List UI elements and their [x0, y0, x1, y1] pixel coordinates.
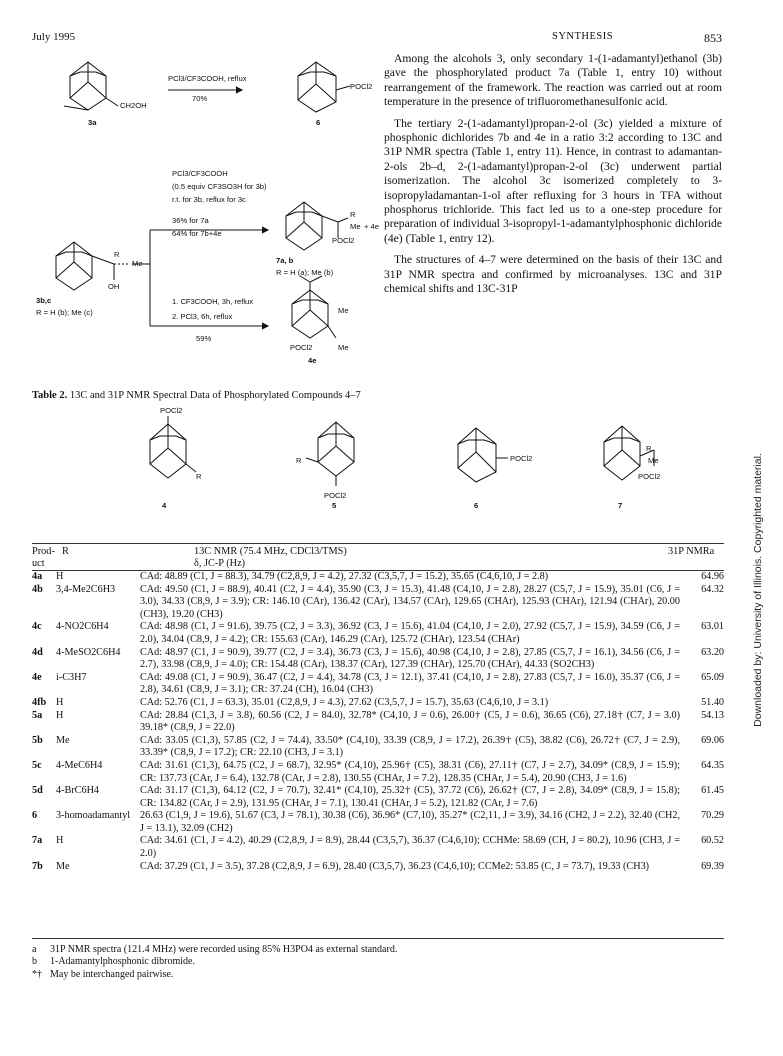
- yield-4e: 59%: [196, 334, 212, 343]
- footnote-mark: a: [32, 944, 37, 955]
- table-caption: [32, 390, 361, 401]
- table-row: [32, 810, 724, 835]
- homoadamantane-6: [298, 62, 350, 112]
- struct7-pocl2: POCl2: [638, 472, 661, 481]
- p31-shift-cell: 65.09: [701, 671, 724, 683]
- table-row: [32, 710, 724, 735]
- paragraph-1: Among the alcohols 3, only secondary 1-(1-adamantyl)ethanol (3b) gave the phosphorylated product 7a (Table 1, entry 10) without rearrangement of the framework. The reaction was carried out at room temperature in the presence of trifluoromethanesulfonic acid.: [384, 52, 722, 109]
- table-row: [32, 861, 724, 874]
- struct5-label: 5: [332, 501, 337, 510]
- label-ch2oh: CH2OH: [120, 101, 147, 110]
- struct7-r: R: [646, 444, 652, 453]
- substituent-cell: Me: [56, 734, 70, 746]
- p31-shift-cell: 51.40: [701, 696, 724, 708]
- label-6: 6: [316, 118, 321, 127]
- c13-shifts-cell: CAd: 31.17 (C1,3), 64.12 (C2, J = 70.7), 32.41* (C4,10), 25.32† (C5), 37.72 (C6), 26.62† (C7, J = 2.8), 34.09* (C8,9, J = 15.8); CR: 134.82 (CAr, J = 2.9), 131.95 (CHAr, J = 7.1), 130.41 (CHAr, J = 5.2), 121.82 (CAr, J = 7.6): [140, 785, 680, 809]
- compound-id-cell: 5b: [32, 734, 43, 746]
- label-pocl2-6: POCl2: [350, 82, 373, 91]
- substituent-cell: H: [56, 696, 64, 708]
- label-r-3: R: [114, 250, 120, 259]
- footnote-text: 31P NMR spectra (121.4 MHz) were recorded using 85% H3PO4 as external standard.: [50, 944, 398, 955]
- p31-shift-cell: 69.39: [701, 860, 724, 872]
- label-r-7: R: [350, 210, 356, 219]
- footnote-text: May be interchanged pairwise.: [50, 968, 174, 980]
- structures-drawing: [32, 404, 722, 534]
- substituent-cell: 3,4-Me2C6H3: [56, 583, 116, 595]
- header-r: R: [62, 546, 69, 557]
- compound-id-cell: 7b: [32, 860, 43, 872]
- struct7-label: 7: [618, 501, 623, 510]
- c13-shifts-cell: CAd: 28.84 (C1,3, J = 3.8), 60.56 (C2, J = 84.0), 32.78* (C4,10, J = 0.6), 26.00† (C5, J = 0.6), 36.65 (C6), 27.18† (C7, J = 3.0) 39.18* (C8,9, J = 22.0): [140, 709, 680, 734]
- r-def-3: R = H (b); Me (c): [36, 308, 93, 317]
- p31-shift-cell: 70.29: [701, 810, 724, 822]
- struct5-r: R: [296, 456, 302, 465]
- p31-shift-cell: 64.32: [701, 583, 724, 595]
- yield-top: 70%: [192, 94, 208, 103]
- table-row: [32, 571, 724, 584]
- compound-id-cell: 4b: [32, 583, 43, 595]
- compound-id-cell: 4c: [32, 621, 42, 633]
- footnote: [32, 956, 632, 968]
- compound-id-cell: 5c: [32, 759, 42, 771]
- p31-shift-cell: 54.13: [701, 709, 724, 721]
- c13-shifts-cell: CAd: 52.76 (C1, J = 63.3), 35.01 (C2,8,9, J = 4.3), 27.62 (C3,5,7, J = 15.7), 35.63 (C4,6,10, J = 3.1): [140, 696, 549, 708]
- substituent-cell: 4-BrC6H4: [56, 785, 100, 797]
- compound-id-cell: 7a: [32, 835, 43, 847]
- download-notice-text: Downloaded by: University of Illinois. Copyrighted material.: [752, 453, 764, 727]
- table-row: [32, 835, 724, 860]
- c13-shifts-cell: 26.63 (C1,9, J = 19.6), 51.67 (C3, J = 78.1), 30.38 (C6), 36.96* (C7,10), 35.27* (C2,11, J = 3.9), 34.16 (CH2, J = 2.2), 32.40 (CH2, J = 13.1), 32.09 (CH2): [140, 810, 680, 834]
- compound-id-cell: 4fb: [32, 696, 47, 708]
- paragraph-2: The tertiary 2-(1-adamantyl)propan-2-ol (3c) yielded a mixture of phosphonic dichlorides 7b and 4e in a ratio 3:2 according to 13C and 31P NMR spectra (Table 1, entry 11). Hence, in contrast to adamantan-2-ols 2b–d, 2-(1-adamantyl)propan-2-ol (3c) underwent partial isomerization. The alcohol 3c isomerized completely to 3-isopropyladamantan-1-ol after refluxing for 3 hours in TFA without phosphorus trichloride. This fact led us to a one-step procedure for preparation of individual 3-isopropyl-1-adamantylphosphonic dichloride (4e) (Table 1, entry 12).: [384, 116, 722, 245]
- adamantane-4e: [292, 276, 336, 338]
- compound-id-cell: 4e: [32, 671, 42, 683]
- label-me-4e: Me: [338, 306, 349, 315]
- c13-shifts-cell: CAd: 48.97 (C1, J = 90.9), 39.77 (C2, J = 3.4), 36.73 (C3, J = 15.6), 40.98 (C4,10, J = 2.8), 27.85 (C5,7, J = 16.1), 34.56 (C6, J = 2.7), 33.98 (C8,9, J = 4.0); CR: 154.48 (CAr), 138.37 (CAr), 127.39 (CHAr), 125.70 (CHAr), 44.33 (SO2CH3): [140, 646, 680, 671]
- struct4-r: R: [196, 472, 202, 481]
- c13-shifts-cell: CAd: 48.89 (C1, J = 88.3), 34.79 (C2,8,9, J = 4.2), 27.32 (C3,5,7, J = 15.2), 35.65 (C4,6,10, J = 2.8): [140, 571, 549, 582]
- footnote-text: 1-Adamantylphosphonic dibromide.: [50, 956, 195, 968]
- page-number: 853: [704, 31, 722, 45]
- struct7-me: Me: [648, 456, 659, 465]
- table-title: 13C and 31P NMR Spectral Data of Phosphorylated Compounds 4–7: [69, 390, 361, 401]
- footnote-mark: *†: [32, 968, 42, 980]
- table-row: [32, 584, 724, 622]
- compound-id-cell: 6: [32, 810, 38, 822]
- cond-line2: (0.5 equiv CF3SO3H for 3b): [172, 182, 267, 191]
- footnote: [32, 969, 632, 981]
- adamantane-3a: [64, 62, 118, 110]
- label-oh: OH: [108, 282, 120, 291]
- substituent-cell: Me: [56, 860, 70, 872]
- label-me-plus-4e: Me: [350, 222, 361, 231]
- header-13c: 13C NMR (75.4 MHz, CDCl3/TMS): [194, 546, 347, 557]
- label-pocl2-4e: POCl2: [290, 343, 313, 352]
- substituent-cell: 4-MeC6H4: [56, 759, 103, 771]
- structure-4: [150, 416, 196, 478]
- table-row: [32, 672, 724, 697]
- p31-shift-cell: 64.35: [701, 759, 724, 771]
- body-text: [384, 52, 722, 304]
- struct4-pocl2: POCl2: [160, 406, 183, 415]
- reaction-scheme: [32, 52, 377, 382]
- structure-5: [306, 422, 354, 486]
- footnote: [32, 944, 632, 956]
- substituent-cell: 3-homoadamantyl: [56, 810, 131, 822]
- substituent-cell: 4-MeSO2C6H4: [56, 646, 121, 658]
- label-3a: 3a: [88, 118, 97, 127]
- running-head: [32, 31, 722, 47]
- table-footnotes: [32, 944, 632, 981]
- substituent-cell: 4-NO2C6H4: [56, 621, 109, 633]
- p31-shift-cell: 64.96: [701, 571, 724, 582]
- label-4e: 4e: [308, 356, 317, 365]
- p31-shift-cell: 63.20: [701, 646, 724, 658]
- structure-row: [32, 404, 722, 534]
- footnote-mark: b: [32, 956, 37, 968]
- label-pocl2-7: POCl2: [332, 236, 355, 245]
- reagent-top: PCl3/CF3COOH, reflux: [168, 74, 247, 83]
- table-row: [32, 735, 724, 760]
- journal-name: SYNTHESIS: [552, 31, 614, 42]
- issue-date: July 1995: [32, 31, 76, 43]
- p31-shift-cell: 63.01: [701, 621, 724, 633]
- structure-6: [458, 428, 508, 482]
- struct6-label: 6: [474, 501, 479, 510]
- c13-shifts-cell: CAd: 37.29 (C1, J = 3.5), 37.28 (C2,8,9, J = 6.9), 28.40 (C3,5,7), 36.23 (C4,6,10); CCMe2: 53.85 (C, J = 73.7), 19.33 (CH3): [140, 860, 650, 872]
- label-plus-4e: + 4e: [364, 222, 379, 231]
- label-7ab: 7a, b: [276, 256, 294, 265]
- c13-shifts-cell: CAd: 34.61 (C1, J = 4.2), 40.29 (C2,8,9, J = 8.9), 28.44 (C3,5,7), 36.37 (C4,6,10); CCHMe: 58.69 (CH, J = 80.2), 10.96 (CH3, J = 2.0): [140, 835, 680, 860]
- table-row: [32, 621, 724, 646]
- struct6-pocl2: POCl2: [510, 454, 533, 463]
- c13-shifts-cell: CAd: 31.61 (C1,3), 64.75 (C2, J = 68.7), 32.95* (C4,10), 25.96† (C5), 38.31 (C6), 27.11† (C7, J = 2.7), 34.09* (C8,9, J = 15.9); CR: 137.73 (CAr, J = 6.4), 132.78 (CAr, J = 2.8), 130.55 (CHAr, J = 7.2), 128.35 (CHAr, J = 5.4), 20.90 (CH3, J = 1.6): [140, 759, 680, 784]
- paragraph-3: The structures of 4–7 were determined on the basis of their 13C and 31P NMR spectra and confirmed by microanalyses. 13C and 31P chemical shifts and 13C-31P: [384, 253, 722, 296]
- compound-id-cell: 4d: [32, 646, 43, 658]
- struct5-pocl2: POCl2: [324, 491, 347, 500]
- p31-shift-cell: 61.45: [701, 785, 724, 797]
- cond-line3: r.t. for 3b, reflux for 3c: [172, 195, 246, 204]
- substituent-cell: H: [56, 709, 64, 721]
- compound-id-cell: 5d: [32, 785, 43, 797]
- c13-shifts-cell: CAd: 49.08 (C1, J = 90.9), 36.47 (C2, J = 4.4), 34.78 (C3, J = 12.1), 37.41 (C4,10, J = 2.8), 27.83 (C5,7, J = 16.0), 35.37 (C6, J = 2.8), 34.61 (C8,9, J = 3.1); CR: 37.24 (CH), 16.04 (CH3): [140, 671, 680, 696]
- table-row: [32, 785, 724, 810]
- step-1: 1. CF3COOH, 3h, reflux: [172, 297, 254, 306]
- table-bottom-rule: [32, 938, 724, 939]
- yield-7b: 64% for 7b+4e: [172, 229, 222, 238]
- table-row: [32, 647, 724, 672]
- table-top-rule: [32, 543, 724, 544]
- cond-line1: PCl3/CF3COOH: [172, 169, 228, 178]
- table-row: [32, 697, 724, 710]
- compound-id-cell: 4a: [32, 571, 43, 582]
- compound-id-cell: 5a: [32, 709, 43, 721]
- yield-7a: 36% for 7a: [172, 216, 209, 225]
- p31-shift-cell: 69.06: [701, 734, 724, 746]
- nmr-table: [32, 571, 724, 873]
- header-13c-sub: δ, JC-P (Hz): [194, 558, 246, 569]
- p31-shift-cell: 60.52: [701, 835, 724, 847]
- download-notice: [748, 390, 768, 790]
- table-label: Table 2.: [32, 390, 68, 401]
- r-def-7: R = H (a); Me (b): [276, 268, 334, 277]
- table-row: [32, 760, 724, 785]
- c13-shifts-cell: CAd: 48.98 (C1, J = 91.6), 39.75 (C2, J = 3.3), 36.92 (C3, J = 15.6), 41.04 (C4,10, J = 2.0), 27.92 (C5,7, J = 15.9), 34.59 (C6, J = 2.0), 34.04 (C8,9, J = 4.2); CR: 155.63 (CAr), 146.29 (CAr), 125.72 (CHAr), 123.54 (CHAr): [140, 621, 680, 645]
- substituent-cell: H: [56, 835, 64, 847]
- step-2: 2. PCl3, 6h, reflux: [172, 312, 233, 321]
- header-product: Prod- uct: [32, 546, 55, 569]
- struct4-label: 4: [162, 501, 167, 510]
- label-me-3: Me: [132, 259, 143, 268]
- header-31p: 31P NMRa: [668, 546, 715, 557]
- c13-shifts-cell: CAd: 33.05 (C1,3), 57.85 (C2, J = 74.4), 33.50* (C4,10), 33.39 (C8,9, J = 17.2), 26.39† (C5), 38.82 (C6), 26.72† (C7, J = 2.9), 33.39* (C8,9, J = 17.2); CR: 22.10 (CH3, J = 3.1): [140, 734, 680, 759]
- label-3bc: 3b,c: [36, 296, 52, 305]
- label-me-4e-2: Me: [338, 343, 349, 352]
- substituent-cell: i-C3H7: [56, 671, 87, 683]
- c13-shifts-cell: CAd: 49.50 (C1, J = 88.9), 40.41 (C2, J = 4.4), 35.90 (C3, J = 15.3), 41.48 (C4,10, J = 2.8), 28.27 (C5,7, J = 15.9), 35.01 (C6, J = 3.0), 34.33 (C8,9, J = 3.9); CR: 146.10 (CAr), 136.42 (CAr), 134.57 (CAr), 129.65 (CHAr), 125.93 (CHAr), 121.94 (CHAr), 20.00 (CH3), 19.20 (CH3): [140, 583, 680, 620]
- substituent-cell: H: [56, 571, 64, 582]
